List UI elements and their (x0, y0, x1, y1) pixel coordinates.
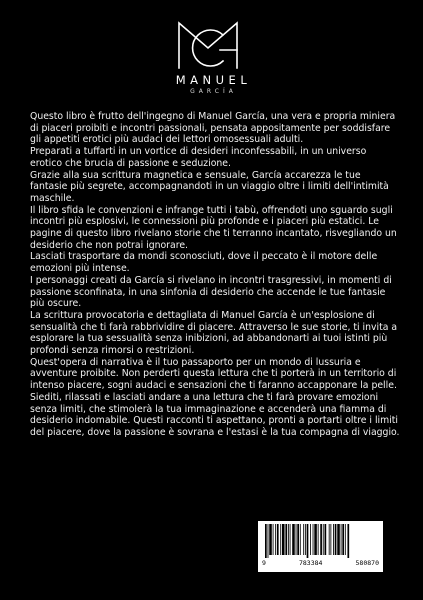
barcode-bar (277, 524, 279, 555)
barcode-digit-group: 580870 (355, 559, 379, 567)
barcode-bar (347, 524, 349, 558)
barcode-bar (305, 524, 306, 555)
blurb-paragraph: Lasciati trasportare da mondi sconosciuti, dove il peccato è il motore delle emozioni più intense. (30, 251, 378, 275)
barcode-bar (292, 524, 295, 555)
barcode-bar (275, 524, 276, 555)
barcode-bar (329, 524, 330, 555)
barcode-bar (297, 524, 299, 555)
barcode-bar (282, 524, 285, 555)
author-surname: GARCÍA (190, 88, 237, 95)
barcode-bar (342, 524, 344, 555)
blurb-paragraph: Preparati a tuffarti in un vortice di desideri inconfessabili, in un universo erotico che brucia di passione e seduzione. (30, 146, 367, 169)
barcode-bar (265, 524, 267, 558)
blurb-paragraph: Siediti, rilassati e lasciati andare a una lettura che ti farà provare emozioni senza limiti, che stimolerà la tua immaginazione e accenderà una fiamma di desiderio indomabile. Questi racconti ti aspettano, pronti a portarti oltre i limiti del piacere, dove la passione è sovrana e l'estasi è la tua compagna di viaggio. (30, 391, 400, 438)
barcode-bar (320, 524, 322, 555)
barcode-bars-icon (263, 524, 378, 558)
barcode-bar (296, 524, 297, 555)
barcode-bar (303, 524, 304, 555)
barcode-bar (341, 524, 342, 555)
barcode-bar (345, 524, 346, 555)
barcode-digits (258, 559, 383, 567)
barcode-bar (314, 524, 317, 555)
blurb-paragraph: Grazie alla sua scrittura magnetica e sensuale, García accarezza le tue fantasie più segrete, accompagnandoti in un viaggio oltre i limiti dell'intimità maschile. (30, 169, 389, 204)
barcode-bar (300, 524, 301, 555)
barcode-bar (313, 524, 314, 555)
barcode-bar (290, 524, 291, 555)
blurb-paragraph: Quest'opera di narrativa è il tuo passaporto per un mondo di lussuria e avventure proibite. Non perderti questa lettura che ti porterà in un territorio di intenso piacere, sogni audaci e sensazioni che ti faranno accapponare la pelle. (30, 356, 397, 392)
barcode-bar (337, 524, 340, 555)
barcode-bar (273, 524, 274, 555)
blurb-paragraph: La scrittura provocatoria e dettagliata di Manuel García è un'esplosione di sensualità che ti farà rabbrividire di piacere. Attraverso le sue storie, ti invita a esplorare la tua sessualità senza inibizioni, ad abbandonarti ai tuoi istinti più profondi senza rimorsi o restrizioni. (30, 309, 398, 357)
back-cover-blurb (30, 111, 400, 439)
barcode-bar (310, 524, 311, 555)
mg-monogram-icon (176, 20, 240, 70)
barcode-bar (333, 524, 334, 555)
barcode-digit-group: 9 (262, 559, 266, 567)
blurb-paragraph: Questo libro è frutto dell'ingegno di Manuel García, una vera e propria miniera di piaceri proibiti e incontri passionali, pensata appositamente per soddisfare gli appetiti erotici più audaci dei lettori omosessuali adulti. (30, 111, 396, 146)
barcode-bar (280, 524, 281, 555)
isbn-barcode (258, 521, 383, 572)
barcode-bar (335, 524, 337, 555)
barcode-bar (325, 524, 327, 555)
blurb-paragraph: I personaggi creati da García si rivelano in incontri trasgressivi, in momenti di passione sconfinata, in una sinfonia di desiderio che accende le tue fantasie più oscure. (30, 274, 392, 310)
barcode-bar (318, 524, 319, 555)
barcode-bar (330, 524, 331, 555)
barcode-bar (285, 524, 287, 555)
barcode-bar (268, 524, 269, 558)
barcode-bar (307, 524, 309, 558)
barcode-bar (269, 524, 272, 555)
barcode-digit-group: 783384 (298, 559, 323, 567)
blurb-paragraph: Il libro sfida le convenzioni e infrange tutti i tabù, offrendoti uno sguardo sugli incontri più esplosivi, le connessioni più profonde e i piaceri più estatici. Le pagine di questo libro rivelano storie che ti terranno incantato, risvegliando un desiderio che non potrai ignorare. (30, 204, 397, 251)
barcode-bar (323, 524, 324, 555)
author-name: MANUEL (175, 73, 252, 87)
barcode-bar (288, 524, 289, 555)
